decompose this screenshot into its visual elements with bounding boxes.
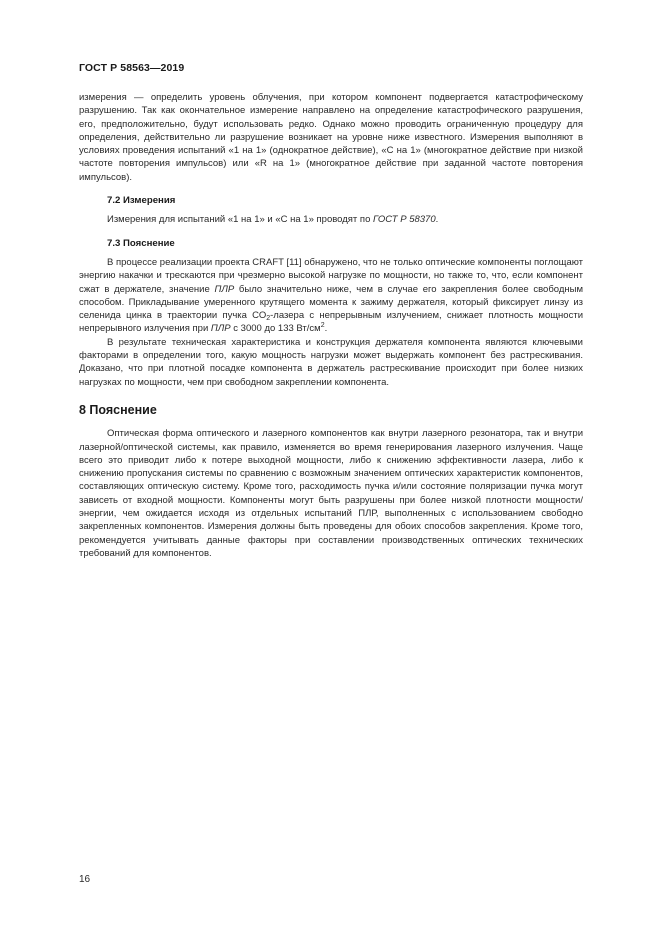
page-content [79, 91, 583, 560]
standard-reference: ГОСТ Р 58370 [373, 214, 436, 226]
section-7-3-heading: 7.3 Пояснение [107, 237, 175, 249]
page-number: 16 [79, 874, 91, 885]
section-8-heading: 8 Пояснение [79, 402, 157, 417]
document-header: ГОСТ Р 58563—2019 [79, 62, 185, 74]
subscript-2: 2 [266, 315, 271, 323]
abbreviation-plr: ПЛР [210, 323, 231, 335]
section-7-2-paragraph: Измерения для испытаний «1 на 1» и «С на 1» проводят по ГОСТ Р 58370. [107, 214, 439, 226]
section-7-2-heading: 7.2 Измерения [107, 195, 176, 207]
section-7-3-paragraph-2: В результате техническая характеристика и конструкция держателя компонента являются ключевыми факторами в определении того, какую мощность нагрузки может выдержать компонент без растрескивания. Доказано, что при плотной посадке компонента в держатель растрескивание происходит при более низких нагрузках по мощности, чем при свободном закреплении компонента. [79, 336, 583, 388]
section-8-paragraph: Оптическая форма оптического и лазерного компонентов как внутри лазерного резонатора, так и внутри лазерной/оптической системы, как правило, изменяется во время генерирования лазерного излучения. Чаще всего это приводит либо к потере выходной мощности, либо к снижению эффективности лазера, либо к снижению пропускания системы по сравнению с возможным значением оптических характеристик компонентов, составляющих оптическую систему. Кроме того, расходимость пучка и/или состояние поляризации пучка могут зависеть от входной мощности. Компоненты могут быть разрушены при более низкой плотности мощности/энергии, чем ожидается исходя из отдельных испытаний ПЛР, выполненных с использованием свободно закрепленных компонентов. Измерения должны быть проведены для обоих способов закрепления. Кроме того, рекомендуется учитывать данные факторы при составлении производственных оптических технических требований для компонентов. [79, 428, 583, 559]
abbreviation-plr: ПЛР [214, 283, 235, 295]
section-7-3-paragraph-1: В процессе реализации проекта CRAFT [11] обнаружено, что не только оптические компоненты поглощают энергию накачки и трескаются при чрезмерно высокой нагрузке по мощности, но также то, что, если компонент сжат в держателе, значение ПЛР было значительно ниже, чем в случае его закрепления более свободным способом. Прикладывание умеренного крутящего момента к зажиму держателя, который фиксирует линзу из селенида цинка в траектории пучка $СО_2$-лазера с непрерывным излучением, снижает плотность мощности непрерывного излучения при ПЛР с 3000 до 133 $Вт/см^2$. [79, 256, 583, 335]
paragraph-intro: измерения — определить уровень облучения, при котором компонент подвергается катастрофическому разрушению. Так как окончательное измерение направлено на определение катастрофического разрушения, его, предположительно, будут использовать редко. Однако можно проводить ограниченную процедуру для определения, действительно ли разрушение возникает на уровне ниже известного. Измерения выполняют в условиях проведения испытаний «1 на 1» (однократное действие), «С на 1» (многократное действие при низкой частоте повторения импульсов) или «R на 1» (многократное действие при заданной частоте повторения импульсов). [79, 92, 583, 183]
superscript-2: 2 [320, 322, 325, 330]
